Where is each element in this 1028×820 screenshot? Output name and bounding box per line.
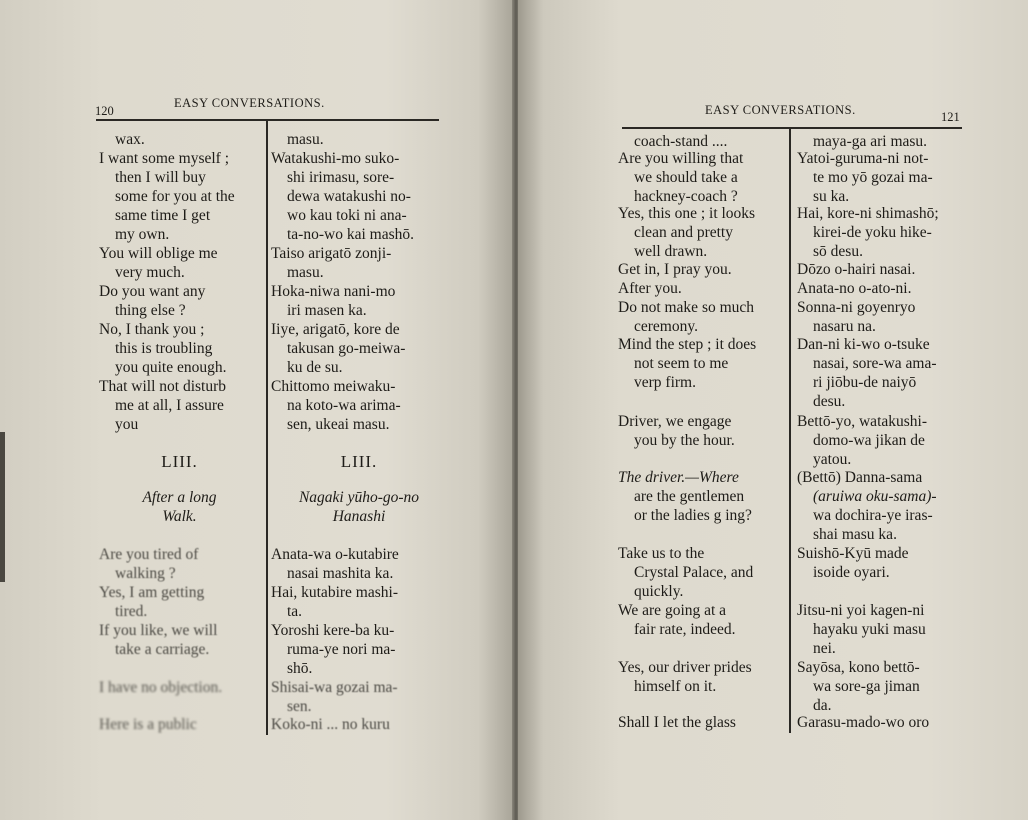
dialogue-entry xyxy=(99,545,260,583)
text-line: or the ladies g ing? xyxy=(634,507,752,524)
text-line: te mo yō gozai ma- xyxy=(813,169,933,186)
section-subtitle xyxy=(99,488,260,526)
lesson-number: LIII. xyxy=(340,452,378,471)
text-line: Chittomo meiwaku- xyxy=(271,378,396,395)
running-head: EASY CONVERSATIONS. xyxy=(705,103,856,117)
text-line: wo kau toki ni ana- xyxy=(287,207,407,224)
dialogue-entry xyxy=(618,204,787,261)
text-line: After you. xyxy=(618,280,682,297)
text-line: wa dochira-ye iras- xyxy=(813,507,933,524)
text-line: Hai, kore-ni shimashō; xyxy=(797,205,939,222)
dialogue-entry xyxy=(797,658,973,715)
text-line: Anata-no o-ato-ni. xyxy=(797,280,912,297)
dialogue-entry xyxy=(797,335,973,411)
text-line: wa sore-ga jiman xyxy=(813,678,920,695)
dialogue-entry xyxy=(618,713,787,732)
text-line: ta-no-wo kai mashō. xyxy=(287,226,414,243)
text-line: Yes, our driver prides xyxy=(618,659,752,676)
text-line: domo-wa jikan de xyxy=(813,432,925,449)
dialogue-entry xyxy=(271,149,447,244)
text-line: Shall I let the glass xyxy=(618,714,736,731)
text-line: wax. xyxy=(115,131,145,148)
text-line: Koko-ni ... no kuru xyxy=(271,716,390,733)
text-line: Hanashi xyxy=(332,508,386,525)
text-line: na koto-wa arima- xyxy=(287,397,401,414)
text-line: nasai, sore-wa ama- xyxy=(813,355,937,372)
text-line: Dan-ni ki-wo o-tsuke xyxy=(797,336,930,353)
section-heading xyxy=(99,452,260,471)
text-line: me at all, I assure xyxy=(115,397,224,414)
text-line: we should take a xyxy=(634,169,738,186)
text-line: hayaku yuki masu xyxy=(813,621,926,638)
dialogue-entry xyxy=(271,244,447,282)
dialogue-entry xyxy=(618,658,787,696)
dialogue-entry xyxy=(271,282,447,320)
text-line: Yoroshi kere-ba ku- xyxy=(271,622,395,639)
dialogue-entry xyxy=(99,244,260,282)
text-line: not seem to me xyxy=(634,355,729,372)
right-page xyxy=(518,0,1028,820)
text-line: takusan go-meiwa- xyxy=(287,340,406,357)
dialogue-entry xyxy=(618,298,787,336)
dialogue-entry xyxy=(797,544,973,582)
text-line: kirei-de yoku hike- xyxy=(813,224,932,241)
column-divider xyxy=(789,128,791,733)
text-line: desu. xyxy=(813,393,846,410)
dialogue-entry xyxy=(618,412,787,450)
header-rule xyxy=(96,119,439,121)
text-line: I have no objection. xyxy=(99,679,223,696)
dialogue-entry xyxy=(797,468,973,544)
text-line: Yatoi-guruma-ni not- xyxy=(797,150,929,167)
text-line: you xyxy=(115,416,139,433)
dialogue-entry xyxy=(99,715,260,734)
dialogue-entry xyxy=(271,377,447,434)
text-line: Jitsu-ni yoi kagen-ni xyxy=(797,602,925,619)
text-line: Bettō-yo, watakushi- xyxy=(797,413,928,430)
text-line: thing else ? xyxy=(115,302,186,319)
text-line: Mind the step ; it does xyxy=(618,336,757,353)
text-line: Shisai-wa gozai ma- xyxy=(271,679,398,696)
text-line: ceremony. xyxy=(634,318,698,335)
dialogue-entry xyxy=(271,130,447,149)
text-line: quickly. xyxy=(634,583,684,600)
dialogue-entry xyxy=(271,545,447,583)
text-line: Suishō-Kyū made xyxy=(797,545,909,562)
text-line: Get in, I pray you. xyxy=(618,261,732,278)
text-line: shi irimasu, sore- xyxy=(287,169,395,186)
text-line: Anata-wa o-kutabire xyxy=(271,546,399,563)
dialogue-entry xyxy=(797,260,973,279)
dialogue-entry xyxy=(99,377,260,434)
text-line: then I will buy xyxy=(115,169,206,186)
text-line: iri masen ka. xyxy=(287,302,367,319)
dialogue-entry xyxy=(99,130,260,149)
english-column xyxy=(99,130,260,740)
text-line: Dōzo o-hairi nasai. xyxy=(797,261,916,278)
text-line: same time I get xyxy=(115,207,211,224)
text-line: Are you willing that xyxy=(618,150,744,167)
text-line: Here is a public xyxy=(99,716,197,733)
english-column xyxy=(618,132,787,737)
dialogue-entry xyxy=(797,279,973,298)
text-line: Walk. xyxy=(162,508,197,525)
text-line: You will oblige me xyxy=(99,245,218,262)
page-number: 120 xyxy=(95,104,114,118)
text-line: (Bettō) Danna-sama xyxy=(797,469,923,486)
text-line: you by the hour. xyxy=(634,432,735,449)
text-line: nasai mashita ka. xyxy=(287,565,394,582)
dialogue-entry xyxy=(99,583,260,621)
text-line: nasaru na. xyxy=(813,318,876,335)
dialogue-entry xyxy=(271,621,447,678)
dialogue-entry xyxy=(99,678,260,697)
text-line: dewa watakushi no- xyxy=(287,188,411,205)
text-line: After a long xyxy=(142,489,217,506)
dialogue-entry xyxy=(99,621,260,659)
section-heading xyxy=(271,452,447,471)
dialogue-entry xyxy=(618,335,787,392)
dialogue-entry xyxy=(797,713,973,732)
text-line: Iiye, arigatō, kore de xyxy=(271,321,400,338)
dialogue-entry xyxy=(797,149,973,206)
dialogue-entry xyxy=(618,601,787,639)
text-line: I want some myself ; xyxy=(99,150,230,167)
dialogue-entry xyxy=(618,149,787,206)
text-line: fair rate, indeed. xyxy=(634,621,736,638)
text-line: shō. xyxy=(287,660,313,677)
text-line: Are you tired of xyxy=(99,546,199,563)
text-line: Yes, this one ; it looks xyxy=(618,205,756,222)
text-line: Sayōsa, kono bettō- xyxy=(797,659,920,676)
page-number: 121 xyxy=(941,110,960,124)
column-divider xyxy=(266,120,268,735)
text-line: ta. xyxy=(287,603,303,620)
text-line: take a carriage. xyxy=(115,641,210,658)
text-line: some for you at the xyxy=(115,188,235,205)
lesson-number: LIII. xyxy=(161,452,198,471)
text-line: da. xyxy=(813,697,832,714)
text-line: verp firm. xyxy=(634,374,696,391)
text-line: coach-stand .... xyxy=(634,133,728,150)
text-line: Crystal Palace, and xyxy=(634,564,754,581)
dialogue-entry xyxy=(99,149,260,244)
text-line: ruma-ye nori ma- xyxy=(287,641,396,658)
text-line: We are going at a xyxy=(618,602,727,619)
text-line: The driver.—Where xyxy=(618,469,739,486)
text-line: nei. xyxy=(813,640,836,657)
japanese-column xyxy=(271,130,447,740)
text-line: (aruiwa oku-sama)- xyxy=(813,488,937,505)
section-subtitle xyxy=(271,488,447,526)
text-line: Garasu-mado-wo oro xyxy=(797,714,930,731)
text-line: walking ? xyxy=(115,565,176,582)
text-line: Driver, we engage xyxy=(618,413,732,430)
text-line: clean and pretty xyxy=(634,224,733,241)
text-line: yatou. xyxy=(813,451,852,468)
text-line: very much. xyxy=(115,264,185,281)
running-head: EASY CONVERSATIONS. xyxy=(174,96,325,110)
dialogue-entry xyxy=(271,678,447,716)
text-line: If you like, we will xyxy=(99,622,218,639)
text-line: Do not make so much xyxy=(618,299,755,316)
text-line: Do you want any xyxy=(99,283,206,300)
text-line: Watakushi-mo suko- xyxy=(271,150,400,167)
text-line: you quite enough. xyxy=(115,359,227,376)
dialogue-entry xyxy=(618,260,787,279)
page-edge-shadow xyxy=(0,432,5,582)
text-line: this is troubling xyxy=(115,340,213,357)
text-line: isoide oyari. xyxy=(813,564,890,581)
dialogue-entry xyxy=(99,320,260,377)
text-line: ku de su. xyxy=(287,359,343,376)
text-line: my own. xyxy=(115,226,170,243)
text-line: Hai, kutabire mashi- xyxy=(271,584,398,601)
text-line: tired. xyxy=(115,603,148,620)
text-line: well drawn. xyxy=(634,243,708,260)
text-line: himself on it. xyxy=(634,678,717,695)
text-line: hackney-coach ? xyxy=(634,188,738,205)
dialogue-entry xyxy=(797,412,973,469)
text-line: are the gentlemen xyxy=(634,488,745,505)
dialogue-entry xyxy=(797,601,973,658)
text-line: No, I thank you ; xyxy=(99,321,205,338)
dialogue-entry xyxy=(618,468,787,525)
header-rule xyxy=(622,127,962,129)
dialogue-entry xyxy=(797,204,973,261)
japanese-column xyxy=(797,132,973,737)
dialogue-entry xyxy=(271,320,447,377)
dialogue-entry xyxy=(271,715,447,734)
text-line: Sonna-ni goyenryo xyxy=(797,299,916,316)
text-line: sō desu. xyxy=(813,243,863,260)
dialogue-entry xyxy=(618,544,787,601)
text-line: shai masu ka. xyxy=(813,526,897,543)
text-line: sen. xyxy=(287,698,312,715)
dialogue-entry xyxy=(797,298,973,336)
text-line: Nagaki yūho-go-no xyxy=(298,489,420,506)
text-line: su ka. xyxy=(813,188,850,205)
text-line: Take us to the xyxy=(618,545,705,562)
text-line: That will not disturb xyxy=(99,378,227,395)
text-line: Hoka-niwa nani-mo xyxy=(271,283,396,300)
text-line: Taiso arigatō zonji- xyxy=(271,245,392,262)
text-line: sen, ukeai masu. xyxy=(287,416,390,433)
text-line: ri jiōbu-de naiyō xyxy=(813,374,917,391)
text-line: Yes, I am getting xyxy=(99,584,205,601)
dialogue-entry xyxy=(99,282,260,320)
text-line: masu. xyxy=(287,264,324,281)
dialogue-entry xyxy=(271,583,447,621)
text-line: masu. xyxy=(287,131,324,148)
text-line: maya-ga ari masu. xyxy=(813,133,928,150)
dialogue-entry xyxy=(618,279,787,298)
